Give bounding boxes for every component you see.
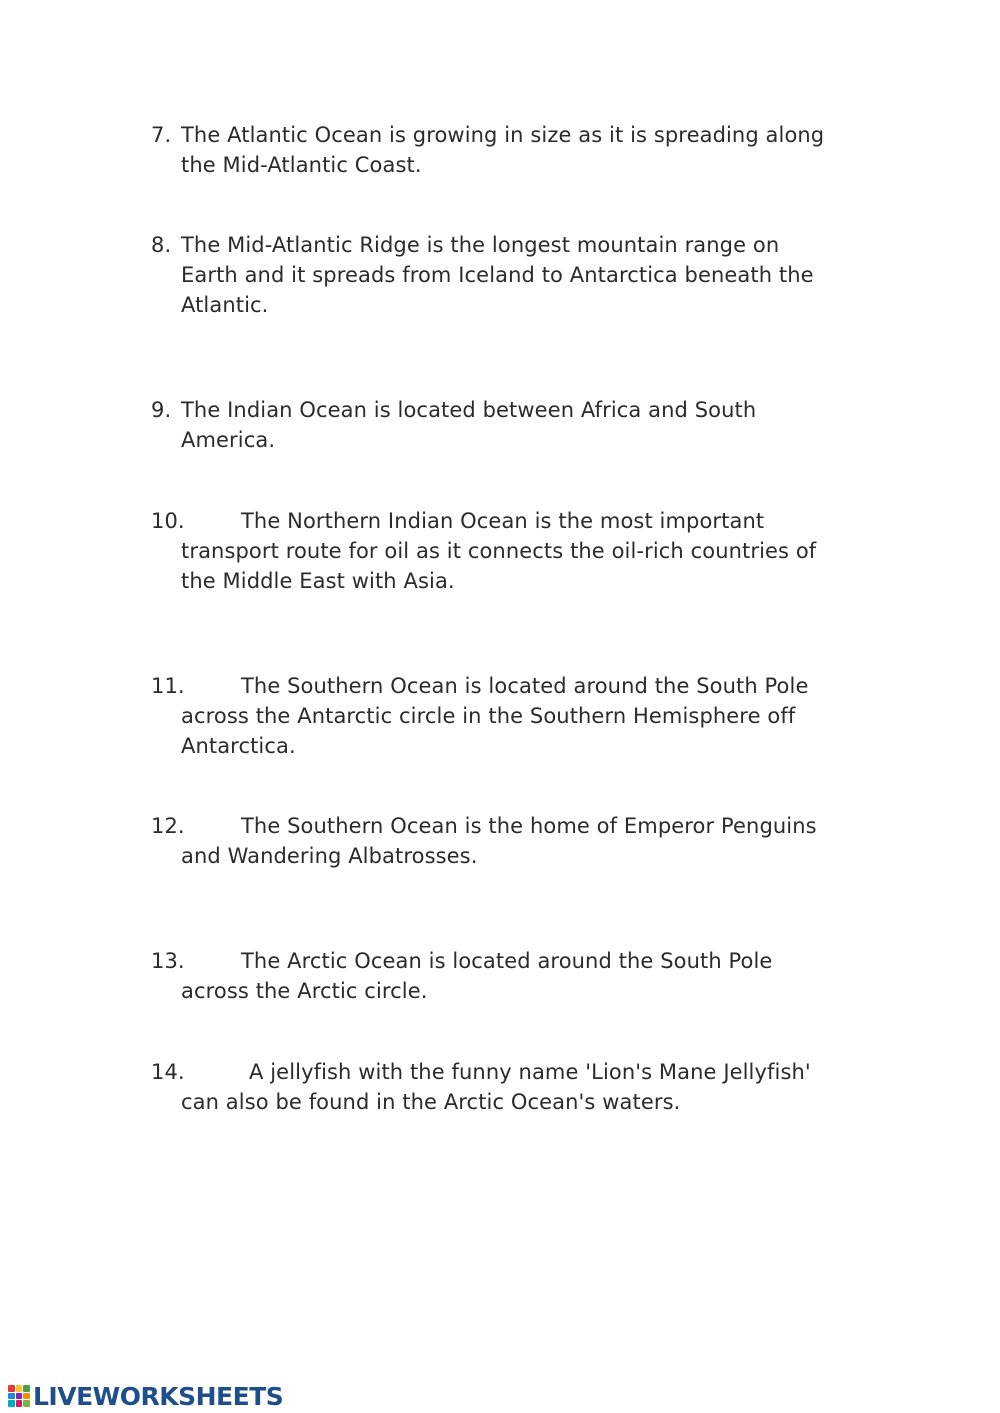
item-number: 13. — [151, 949, 185, 973]
logo-square — [8, 1393, 15, 1400]
item-text-line: the Middle East with Asia. — [181, 569, 455, 593]
logo-square — [23, 1400, 30, 1407]
item-number: 11. — [151, 674, 185, 698]
logo-text: LIVEWORKSHEETS — [33, 1381, 284, 1411]
item-text-line: Earth and it spreads from Iceland to Antarctica beneath the — [181, 263, 814, 287]
item-text-line: The Mid-Atlantic Ridge is the longest mountain range on — [181, 233, 780, 257]
item-text-line: across the Arctic circle. — [181, 979, 428, 1003]
logo-grid-icon — [8, 1385, 30, 1407]
item-number: 8. — [151, 233, 172, 257]
item-text-line: The Indian Ocean is located between Africa and South — [181, 398, 757, 422]
logo-square — [23, 1385, 30, 1392]
item-text-line: the Mid-Atlantic Coast. — [181, 153, 422, 177]
item-number: 12. — [151, 814, 185, 838]
item-text-line: The Southern Ocean is the home of Emperor Penguins — [241, 814, 817, 838]
statement-8 — [151, 230, 891, 320]
liveworksheets-logo — [8, 1381, 283, 1411]
logo-square — [16, 1393, 23, 1400]
item-number: 14. — [151, 1060, 185, 1084]
statement-10 — [151, 506, 891, 596]
item-text-line: Antarctica. — [181, 734, 296, 758]
item-text-line: across the Antarctic circle in the Southern Hemisphere off — [181, 704, 796, 728]
logo-square — [8, 1400, 15, 1407]
item-number: 7. — [151, 123, 172, 147]
statement-13 — [151, 946, 891, 1006]
item-text-line: transport route for oil as it connects the oil-rich countries of — [181, 539, 817, 563]
logo-square — [16, 1385, 23, 1392]
item-text-line: The Southern Ocean is located around the South Pole — [241, 674, 809, 698]
statement-11 — [151, 671, 891, 761]
item-text-line: can also be found in the Arctic Ocean's waters. — [181, 1090, 681, 1114]
item-text-line: and Wandering Albatrosses. — [181, 844, 478, 868]
item-number: 9. — [151, 398, 172, 422]
statement-9 — [151, 395, 891, 455]
item-text-line: The Arctic Ocean is located around the South Pole — [241, 949, 773, 973]
statement-12 — [151, 811, 891, 871]
item-number: 10. — [151, 509, 185, 533]
item-text-line: America. — [181, 428, 276, 452]
item-text-line: A jellyfish with the funny name 'Lion's Mane Jellyfish' — [249, 1060, 811, 1084]
statement-7 — [151, 120, 891, 180]
item-text-line: The Atlantic Ocean is growing in size as it is spreading along — [181, 123, 825, 147]
logo-square — [8, 1385, 15, 1392]
statement-14 — [151, 1057, 891, 1117]
logo-square — [23, 1393, 30, 1400]
logo-square — [16, 1400, 23, 1407]
item-text-line: Atlantic. — [181, 293, 269, 317]
item-text-line: The Northern Indian Ocean is the most important — [241, 509, 765, 533]
